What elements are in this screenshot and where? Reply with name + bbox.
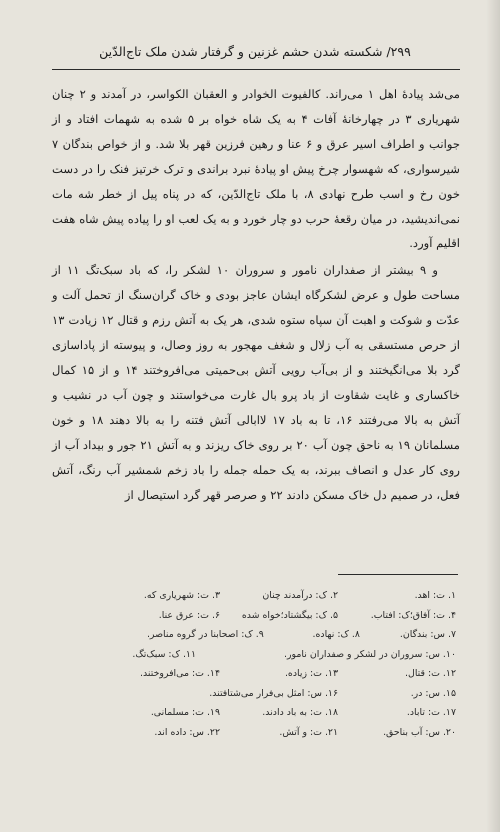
header-rule — [52, 69, 460, 70]
footnote: ۲. ک: درآمدند چنان — [262, 590, 338, 601]
footnote: ۸. ک: نهاده. — [312, 629, 360, 640]
page-edge-shadow — [486, 0, 500, 832]
footnote-row — [52, 645, 456, 665]
footnote: ۱۶. س: امثل بی‌فرار می‌شتافتند. — [209, 687, 338, 699]
footnote: ۱۴. ت: می‌افروختند. — [140, 668, 220, 679]
footnote-row — [52, 606, 456, 626]
footnote: ۹. ک: اصحابنا در گروه مناصر. — [146, 629, 264, 640]
footnote: ۶. ت: عرق عنا. — [158, 609, 220, 621]
paragraph: می‌شد پیادهٔ اهل ۱ می‌راند. کالفیوت الخوادر و العقبان الکواسر، در آمدند و ۲ چنان شهریاری ۳ در چهارخانهٔ آفات ۴ به یک شاه خواه بر ۵ شده به شهمات افتاد و از جوانب و اطراف اسیر عرق و ۶ عنا و رهین فرزین قهر بلا شد. و از خواص بندگان ۷ شیرسواری، که شهسوار چرخ پیش او پیادهٔ نبرد براندی و ترک خرتیز فنک را در دست خون رخ و اسب طرح نهادی ۸، با ملک تاج‌الدّین، که در پناه پیل از خطر شه مات نمی‌اندیشید، در میان رقعهٔ حرب دو چار خورد و به یک لعب او را پیاده پیش شاه هفت اقلیم آورد. — [52, 87, 461, 251]
footnote: ۱۹. ت: مسلمانی. — [150, 707, 220, 718]
footnote-rule — [338, 574, 458, 575]
footnote: ۳. ت: شهریاری که. — [143, 590, 220, 601]
running-header: ۲۹۹/ شکسته شدن حشم غزنین و گرفتار شدن ملک تاج‌الدّین — [99, 44, 411, 59]
footnotes — [52, 586, 456, 742]
footnote: ۱. ت: اهد. — [414, 590, 456, 601]
footnote-row — [52, 664, 456, 684]
footnote: ۱۲. ت: قتال. — [405, 668, 456, 679]
footnote: ۱۳. ت: زیاده. — [284, 668, 338, 679]
footnote: ۲۲. س: داده اند. — [154, 726, 220, 738]
footnote: ۴. ت: آفاق؛ک: افتاب. — [370, 609, 456, 621]
footnote: ۱۸. ت: به باد دادند. — [262, 707, 338, 718]
main-text — [52, 82, 460, 507]
footnote-row — [52, 703, 456, 723]
footnote-row — [52, 723, 456, 743]
footnote: ۵. ک: بیگشتاد؛خواه شده — [241, 609, 338, 621]
footnote-row — [52, 684, 456, 704]
footnote: ۱۱. ک: سبک‌تگ. — [132, 648, 196, 660]
footnote-row — [52, 586, 456, 606]
footnote: ۲۰. س: آب بناحق. — [383, 726, 456, 738]
footnote: ۱۰. س: سروران در لشکر و صفداران نامور. — [284, 648, 456, 660]
footnote-row — [52, 625, 456, 645]
footnote: ۷. س: بندگان. — [399, 629, 456, 640]
footnote: ۱۵. س: در. — [410, 687, 456, 699]
footnote: ۱۷. ت: تاباد. — [406, 707, 456, 718]
paragraph: و ۹ بیشتر از صفداران نامور و سروران ۱۰ لشکر را، که باد سبک‌تگ ۱۱ از مساحت طول و عرض لشکرگاه ایشان عاجز بودی و خاک گران‌سنگ از تحمل آلت و عدّت و شوکت و اهبت آن سپاه ستوه شدی، هر یک به آتش رزم و قتال ۱۲ زیادت ۱۳ از حرص مستسقی به آب زلال و شغف مهجور به روز وصال، و پیوسته از پاداسازی گرد بلا می‌انگیختند و از بی‌آب رویی آتش بی‌حمیتی می‌افروختند ۱۴ و از ۱۵ کمال خاکساری و غایت شقاوت از باد پرو بال غارت می‌خواستند و چون آب در نشیب و آتش به بالا می‌رفتند ۱۶، تا به باد ۱۷ لاابالی آتش فتنه را به بالا دهند ۱۸ و خون مسلمانان ۱۹ به ناحق چون آب ۲۰ بر روی خاک ریزند و به آتش ۲۱ جور و بیداد آب از روی کار عدل و انصاف ببرند، به یک حمله جمله را باد زخم شمشیر آب رنگ، آتش فعل، در صمیم دل خاک مسکن دادند ۲۲ و صرصر قهر گرد استیصال از — [52, 263, 461, 502]
footnote: ۲۱. ت: و آتش. — [279, 726, 338, 738]
